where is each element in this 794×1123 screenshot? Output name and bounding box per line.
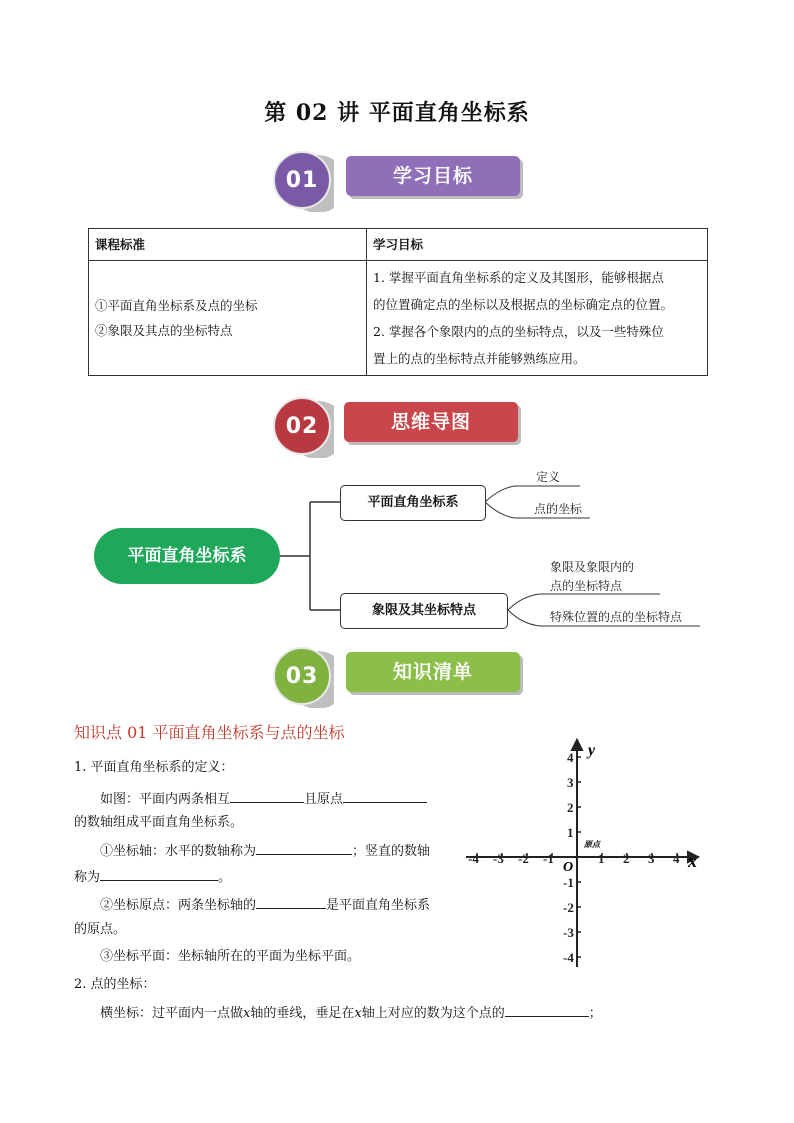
mindmap-branch-coordinate-system: 平面直角坐标系 xyxy=(340,485,486,521)
mindmap-root: 平面直角坐标系 xyxy=(94,528,280,584)
para-plane: ③坐标平面：坐标轴所在的平面为坐标平面。 xyxy=(100,949,361,964)
section-badge-03 xyxy=(268,646,528,708)
coordinate-axes-figure xyxy=(466,735,716,975)
x-tick-label: -3 xyxy=(493,851,504,866)
table-header-row xyxy=(89,229,708,261)
header-standard: 课程标准 xyxy=(89,229,367,261)
standard-item: ②象限及其点的坐标特点 xyxy=(95,323,233,338)
y-tick-label: 4 xyxy=(567,750,574,765)
header-goal: 学习目标 xyxy=(367,229,708,261)
mindmap-branch-quadrants: 象限及其坐标特点 xyxy=(340,593,508,629)
section-label: 学习目标 xyxy=(346,156,520,196)
goal-line: 2. 掌握各个象限内的点的坐标特点，以及一些特殊位 xyxy=(373,324,664,339)
answer-blank[interactable] xyxy=(256,894,326,909)
x-tick-label: 2 xyxy=(623,851,630,866)
x-tick-label: 4 xyxy=(673,851,680,866)
answer-blank[interactable] xyxy=(343,788,427,803)
section-label: 思维导图 xyxy=(344,402,518,442)
answer-blank[interactable] xyxy=(100,866,218,881)
para-definition-cont: 的数轴组成平面直角坐标系。 xyxy=(74,815,244,830)
para-origin-cont: 的原点。 xyxy=(74,922,127,937)
x-tick-label: -4 xyxy=(468,851,479,866)
x-tick-label: 3 xyxy=(648,851,655,866)
y-tick-label: -2 xyxy=(563,900,574,915)
answer-blank[interactable] xyxy=(230,788,304,803)
y-tick-label: -3 xyxy=(563,925,574,940)
table-row xyxy=(89,261,708,376)
para-point-title: 2. 点的坐标： xyxy=(74,977,156,992)
goal-line: 置上的点的坐标特点并能够熟练应用。 xyxy=(373,351,586,366)
y-tick-label: 2 xyxy=(567,800,574,815)
para-origin: ②坐标原点：两条坐标轴的 是平面直角坐标系 xyxy=(100,894,430,916)
x-axis-label: x xyxy=(688,851,697,871)
y-tick-label: -4 xyxy=(563,950,574,965)
y-tick-label: -1 xyxy=(563,875,574,890)
x-tick-label: -2 xyxy=(518,851,529,866)
goals-table xyxy=(88,228,708,376)
y-tick-label: 1 xyxy=(567,825,574,840)
para-axes-cont: 称为 。 xyxy=(74,866,231,888)
answer-blank[interactable] xyxy=(256,840,352,855)
section-num: 02 xyxy=(285,414,319,439)
x-tick-label: -1 xyxy=(543,851,554,866)
knowledge-heading: 知识点 01 平面直角坐标系与点的坐标 xyxy=(74,723,345,742)
para-abscissa: 横坐标：过平面内一点做x轴的垂线，垂足在x轴上对应的数为这个点的 ； xyxy=(100,1002,602,1024)
mindmap-leaf: 点的坐标 xyxy=(534,502,583,516)
mindmap-leaf: 特殊位置的点的坐标特点 xyxy=(550,610,683,624)
y-axis-label: y xyxy=(588,742,596,759)
standards-cell xyxy=(89,261,367,376)
section-badge-01 xyxy=(268,150,528,212)
para-definition-title: 1. 平面直角坐标系的定义： xyxy=(74,760,234,775)
para-definition: 如图：平面内两条相互 且原点 xyxy=(100,788,427,810)
goal-line: 1. 掌握平面直角坐标系的定义及其图形，能够根据点 xyxy=(373,270,664,285)
answer-blank[interactable] xyxy=(505,1002,589,1017)
y-tick-label: 3 xyxy=(567,775,574,790)
para-axes: ①坐标轴：水平的数轴称为 ；竖直的数轴 xyxy=(100,840,430,862)
section-badge-02 xyxy=(268,396,528,458)
mindmap-leaf: 点的坐标特点 xyxy=(550,579,623,593)
origin-note: 原点 xyxy=(584,840,600,849)
section-label: 知识清单 xyxy=(346,652,520,692)
page-title: 第 02 讲 平面直角坐标系 xyxy=(264,100,530,126)
section-num: 03 xyxy=(285,664,319,689)
mindmap-leaf: 象限及象限内的 xyxy=(550,560,635,574)
goal-line: 的位置确定点的坐标以及根据点的坐标确定点的位置。 xyxy=(373,297,674,312)
x-tick-label: 1 xyxy=(598,851,605,866)
mindmap-leaf: 定义 xyxy=(536,470,561,484)
standard-item: ①平面直角坐标系及点的坐标 xyxy=(95,298,258,313)
goals-cell xyxy=(367,261,708,376)
section-num: 01 xyxy=(285,168,319,193)
origin-label: O xyxy=(563,860,574,875)
